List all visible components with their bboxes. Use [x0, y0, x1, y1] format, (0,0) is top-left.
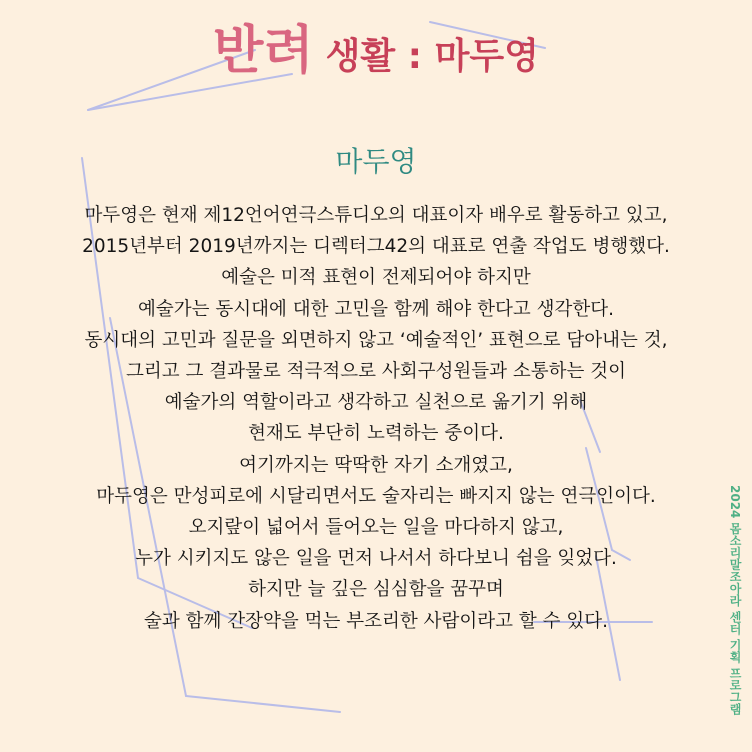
body-line: 술과 함께 간장약을 먹는 부조리한 사람이라고 할 수 있다.	[144, 610, 608, 632]
title-highlight: 반려	[213, 21, 314, 81]
body-line: 여기까지는 딱딱한 자기 소개였고,	[239, 454, 513, 476]
body-line: 마두영은 만성피로에 시달리면서도 술자리는 빠지지 않는 연극인이다.	[96, 485, 656, 507]
body-line: 그리고 그 결과물로 적극적으로 사회구성원들과 소통하는 것이	[126, 361, 626, 383]
body-line: 현재도 부단히 노력하는 중이다.	[248, 423, 504, 445]
body-line: 예술가는 동시대에 대한 고민을 함께 해야 한다고 생각한다.	[138, 298, 614, 320]
body-line: 2015년부터 2019년까지는 디렉터그42의 대표로 연출 작업도 병행했다.	[82, 236, 670, 258]
body-line: 마두영은 현재 제12언어연극스튜디오의 대표이자 배우로 활동하고 있고,	[84, 205, 668, 226]
subtitle: 마두영	[335, 145, 417, 178]
body-line: 하지만 늘 깊은 심심함을 꿈꾸며	[248, 579, 504, 601]
body-line: 예술은 미적 표현이 전제되어야 하지만	[221, 267, 531, 289]
body-line: 오지랖이 넓어서 들어오는 일을 마다하지 않고,	[188, 517, 564, 539]
body-line: 누가 시키지도 않은 일을 먼저 나서서 하다보니 쉼을 잊었다.	[135, 548, 617, 570]
deco-line	[186, 696, 340, 712]
body-text	[40, 200, 712, 637]
side-caption: 2024 몸소리말조아라 센터 기획 프로그램	[728, 485, 742, 716]
body-line: 동시대의 고민과 질문을 외면하지 않고 ‘예술적인’ 표현으로 담아내는 것,	[84, 329, 668, 351]
body-line: 예술가의 역할이라고 생각하고 실천으로 옮기기 위해	[164, 392, 588, 414]
page-title	[0, 8, 752, 83]
title-rest: 생활 : 마두영	[325, 36, 539, 77]
